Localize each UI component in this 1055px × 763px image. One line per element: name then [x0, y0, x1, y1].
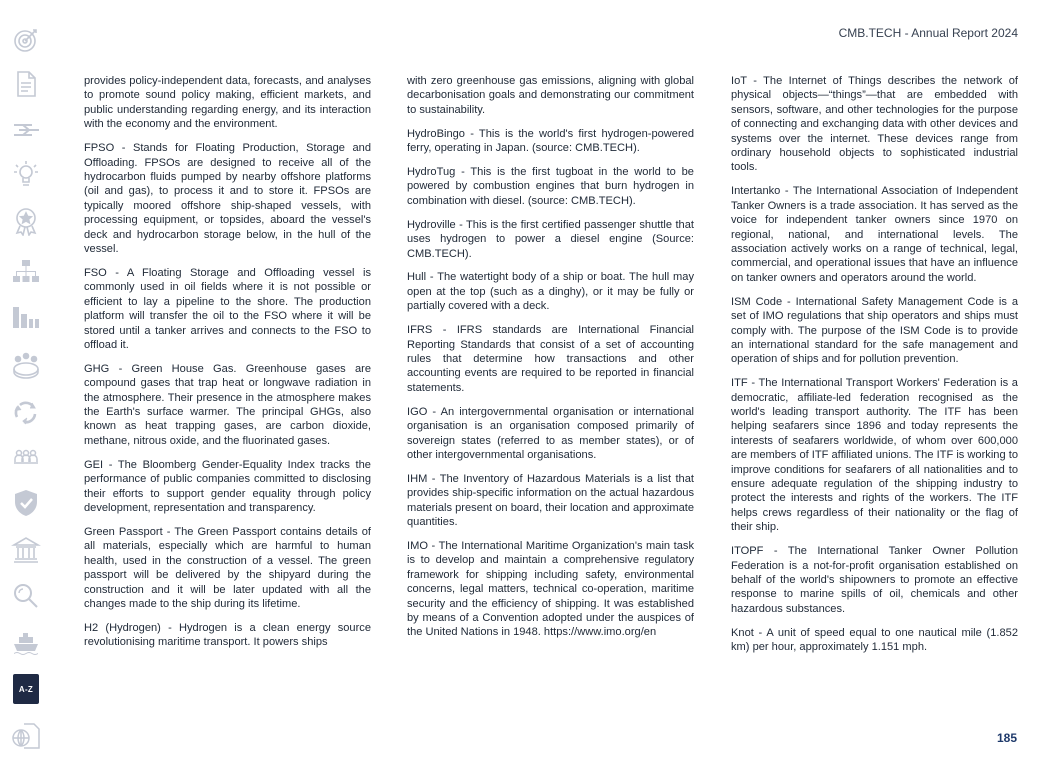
glossary-term: FSO — [84, 266, 107, 279]
glossary-definition: The Internet of Things describes the network of physical objects—“things”—that are embedded with sensors, software, and other technologies for the purpose of connecting and exchanging data with other devices and systems over the internet. These devices range from ordinary household objects to sophisticated industrial tools. — [731, 75, 1018, 174]
glossary-entry — [407, 405, 694, 463]
term-separator: - — [746, 75, 764, 87]
glossary-entry — [407, 127, 694, 156]
term-separator: - — [106, 266, 127, 279]
lightbulb-icon[interactable] — [10, 158, 42, 190]
glossary-term: Intertanko — [731, 185, 781, 198]
glossary-entry — [731, 376, 1018, 534]
term-separator: - — [427, 472, 440, 485]
term-separator: - — [753, 626, 767, 639]
term-separator: - — [747, 377, 759, 390]
glossary-icon-label: A-Z — [18, 684, 34, 694]
glossary-entry — [407, 270, 694, 313]
community-icon[interactable] — [10, 350, 42, 382]
glossary-definition: provides policy-independent data, forecasts, and analyses to promote sound policy making, efficient markets, and public understanding regarding energy, and its interaction with the economy and the environment. — [84, 75, 371, 131]
glossary-term: ITF — [731, 377, 748, 390]
people-icon[interactable] — [10, 442, 42, 474]
glossary-term: IFRS — [407, 324, 433, 337]
glossary-definition: Stands for Floating Production, Storage and Offloading. FPSOs are designed to receive all of the hydrocarbon fluids pumped by nearby offshore platforms (oil and gas), to process it and to store it. FPSOs are typically moored offshore ship-shaped vessels, with processing equipment, or topsides, aboard the vessel's deck and hydrocarbon storage below, in the hull of the vessel. — [84, 142, 371, 255]
term-separator: - — [455, 166, 471, 179]
term-separator: - — [427, 405, 441, 418]
glossary-term: Green Passport — [84, 525, 163, 538]
glossary-term: HydroTug — [407, 166, 456, 179]
search-icon[interactable] — [10, 580, 42, 612]
glossary-column-3 — [731, 74, 1018, 664]
glossary-definition: The Green Passport contains details of all materials, especially which are harmful to human health, used in the construction of a vessel. The green passport will be delivered by the shipyard during the construction and it will be later updated with all the changes made to the ship during its lifetime. — [84, 525, 371, 610]
glossary-term: GHG — [84, 362, 110, 375]
term-separator: - — [427, 539, 439, 552]
glossary-entry — [407, 74, 694, 117]
recycle-icon[interactable] — [10, 396, 42, 428]
award-badge-icon[interactable] — [10, 205, 42, 237]
glossary-entry — [731, 626, 1018, 655]
glossary-definition: An intergovernmental organisation or international organisation is an organisation composed primarily of sovereign states (referred to as member states), or of other intergovernmental organisations. — [407, 405, 694, 461]
glossary-term: IMO — [407, 539, 428, 552]
glossary-term: Hydroville — [407, 218, 456, 231]
glossary-entry — [731, 544, 1018, 616]
term-separator: - — [114, 142, 133, 155]
term-separator: - — [782, 295, 796, 308]
term-separator: - — [780, 185, 793, 198]
glossary-definition: The International Association of Independent Tanker Owners is a trade association. It has served as the voice for independent tanker owners since 1970 on regional, national, and international levels. The association actively works on a range of technical, legal, commercial, and operational issues that have an influence on tanker owners and operators around the world. — [731, 185, 1018, 284]
glossary-entry — [84, 525, 371, 611]
glossary-definition: This is the first tugboat in the world to be powered by combustion engines that burn hydrogen in combination with diesel. (source: CMB.TECH). — [407, 166, 694, 207]
glossary-entry — [407, 539, 694, 640]
glossary-column-1 — [84, 74, 371, 659]
term-separator: - — [109, 362, 132, 375]
term-separator: - — [162, 525, 175, 538]
bank-building-icon[interactable] — [10, 534, 42, 566]
term-separator: - — [432, 324, 457, 337]
glossary-term: Hull — [407, 271, 427, 284]
glossary-term: IHM — [407, 472, 428, 485]
glossary-term: GEI — [84, 458, 104, 471]
globe-document-icon[interactable] — [10, 720, 42, 752]
term-separator: - — [103, 458, 118, 471]
glossary-entry — [407, 323, 694, 395]
speed-lines-icon[interactable] — [10, 114, 42, 146]
glossary-entry — [731, 184, 1018, 285]
glossary-term: ITOPF — [731, 545, 764, 558]
glossary-definition: The Inventory of Hazardous Materials is a list that provides ship-specific information on the actual hazardous materials present on board, their location and approximate quantities. — [407, 472, 694, 529]
page-number: 185 — [996, 731, 1017, 745]
glossary-term: IoT — [731, 75, 747, 87]
glossary-definition: This is the world's first hydrogen-powered ferry, operating in Japan. (source: CMB.TECH). — [407, 127, 694, 155]
glossary-entry — [731, 295, 1018, 367]
glossary-entry — [84, 362, 371, 448]
shield-check-icon[interactable] — [10, 487, 42, 519]
glossary-definition: The Bloomberg Gender-Equality Index tracks the performance of public companies committed to disclosing their efforts to support gender equality through policy development, representation and transparency. — [84, 458, 371, 514]
glossary-definition: The International Transport Workers' Federation is a democratic, affiliate-led federation recognised as the world's leading transport authority. The ITF has been helping seafarers since 1896 and today represents the interests of seafarers worldwide, of whom over 600,000 are members of ITF affiliated unions. The ITF is working to improve conditions for seafarers of all nationalities and to ensure adequate regulation of the shipping industry to protect the interests and rights of the workers. The ITF helps crews regardless of their nationality or the flag of their ship. — [731, 377, 1018, 534]
glossary-definition: This is the first certified passenger shuttle that uses hydrogen to power a diesel engine (Source: CMB.TECH). — [407, 218, 694, 260]
glossary-definition: with zero greenhouse gas emissions, aligning with global decarbonisation goals and demonstrating our commitment to sustainability. — [407, 75, 694, 116]
term-separator: - — [160, 621, 179, 634]
glossary-term: IGO — [407, 405, 428, 418]
term-separator: - — [763, 545, 788, 558]
glossary-term: HydroBingo — [407, 127, 465, 140]
glossary-entry — [84, 458, 371, 516]
target-icon[interactable] — [10, 24, 42, 56]
glossary-entry — [407, 165, 694, 208]
glossary-icon[interactable] — [13, 674, 39, 704]
term-separator: - — [455, 218, 467, 231]
org-chart-icon[interactable] — [10, 255, 42, 287]
term-separator: - — [426, 271, 438, 284]
glossary-definition: A unit of speed equal to one nautical mile (1.852 km) per hour, approximately 1.151 mph. — [731, 626, 1018, 654]
glossary-definition: IFRS standards are International Financial Reporting Standards that consist of a set of accounting rules that determine how transactions and other accounting events are required to be reported in financial statements. — [407, 324, 695, 394]
glossary-entry — [407, 218, 694, 261]
glossary-term: Knot — [731, 626, 754, 639]
sidebar-nav — [0, 0, 50, 763]
glossary-entry — [84, 621, 371, 650]
glossary-definition: International Safety Management Code is a set of IMO regulations that ship operators and ships must comply with. The purpose of the ISM Code is to provide an international standard for the safe management and operation of ships and for pollution prevention. — [731, 295, 1018, 366]
glossary-definition: The International Tanker Owner Pollution Federation is a not-for-profit organisation established on behalf of the world's shipowners to promote an effective response to marine spills of oil, chemicals and other hazardous substances. — [731, 545, 1018, 615]
glossary-entry — [84, 266, 371, 352]
glossary-column-2 — [407, 74, 694, 649]
glossary-definition: Green House Gas. Greenhouse gases are compound gases that trap heat or longwave radiation in the atmosphere. Their presence in the atmosphere makes the Earth's surface warmer. The principal GHGs, also known as heat trapping gases, are carbon dioxide, methane, nitrous oxide, and the fluorinated gases. — [84, 362, 371, 447]
glossary-entry — [407, 472, 694, 530]
glossary-entry — [84, 74, 371, 132]
glossary-entry — [84, 141, 371, 256]
report-header: CMB.TECH - Annual Report 2024 — [838, 26, 1018, 40]
term-separator: - — [464, 127, 479, 140]
glossary-definition: The watertight body of a ship or boat. The hull may open at the top (such as a dinghy), or it may be fully or partially covered with a deck. — [407, 271, 694, 313]
bar-chart-icon[interactable] — [10, 301, 42, 333]
glossary-term: H2 (Hydrogen) — [84, 621, 161, 634]
glossary-entry — [731, 74, 1018, 175]
glossary-definition: Hydrogen is a clean energy source revolutionising maritime transport. It powers ships — [84, 621, 371, 649]
glossary-term: FPSO — [84, 142, 115, 155]
glossary-definition: The International Maritime Organization's main task is to develop and maintain a comprehensive regulatory framework for shipping including safety, environmental concerns, legal matters, technical co-operation, maritime security and the efficiency of shipping. It was established by means of a Convention adopted under the auspices of the United Nations in 1948. https://www.imo.org/en — [407, 539, 694, 639]
glossary-definition: A Floating Storage and Offloading vessel is commonly used in oil fields where it is not possible or efficient to lay a pipeline to the shore. The production platform will transfer the oil to the FSO where it will be stored until a tanker arrives and connects to the FSO to offload it. — [84, 266, 371, 351]
glossary-term: ISM Code — [731, 295, 783, 308]
document-icon[interactable] — [10, 68, 42, 100]
ship-icon[interactable] — [10, 627, 42, 659]
